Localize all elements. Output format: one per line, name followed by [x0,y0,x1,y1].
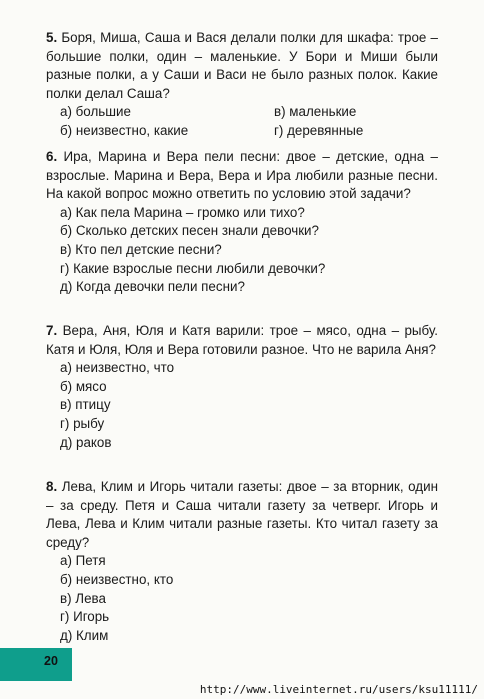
option-5g: г) деревянные [274,122,364,138]
question-6-options [60,204,438,297]
question-5 [46,29,438,141]
option-8a: а) Петя [60,553,106,569]
question-5-body: Боря, Миша, Саша и Вася делали полки для шкафа: трое – большие полки, один – маленькие. У Бори и Миши были разные полки, а у Саши и Васи не было разных полок. Какие полки делал Саша? [46,30,438,101]
option-7v: в) птицу [60,397,111,413]
option-6d: д) Когда девочки пели песни? [60,279,245,295]
option-8d: д) Клим [60,627,109,643]
question-6-body: Ира, Марина и Вера пели песни: двое – детские, одна – взрослые. Марина и Вера, Вера и Ира любили разные песни. На какой вопрос можно ответить по условию этой задачи? [46,149,438,202]
question-8-number: 8. [46,479,58,494]
option-7a: а) неизвестно, что [60,360,175,376]
option-6v: в) Кто пел детские песни? [60,241,222,257]
option-8g: г) Игорь [60,609,110,625]
question-6-text [46,148,438,204]
question-8-body: Лева, Клим и Игорь читали газеты: двое – за вторник, один – за среду. Петя и Саша читали газету за четверг. Игорь и Лева, Лева и Клим читали разные газеты. Кто читал газету за среду? [46,479,438,550]
question-5-text [46,29,438,103]
option-6a: а) Как пела Марина – громко или тихо? [60,204,305,220]
option-8b: б) неизвестно, кто [60,571,174,587]
option-7d: д) раков [60,434,112,450]
question-6-number: 6. [46,149,58,164]
question-8 [46,478,438,645]
page-number: 20 [44,654,58,668]
option-7g: г) рыбу [60,415,105,431]
option-5a: а) большие [60,104,131,120]
question-7 [46,322,438,452]
question-5-number: 5. [46,30,58,45]
option-5v: в) маленькие [274,104,357,120]
question-7-options [60,359,438,452]
question-7-body: Вера, Аня, Юля и Катя варили: трое – мясо, одна – рыбу. Катя и Юля, Юля и Вера готовили разное. Что не варила Аня? [46,323,438,357]
question-7-text [46,322,438,359]
question-8-options [60,552,438,645]
page-number-bar [0,648,72,681]
watermark-url: http://www.liveinternet.ru/users/ksu11111/ [199,683,478,696]
question-5-options [60,103,438,140]
question-8-text [46,478,438,552]
option-7b: б) мясо [60,378,107,394]
question-6 [46,148,438,297]
option-5b: б) неизвестно, какие [60,122,189,138]
question-7-number: 7. [46,323,58,338]
option-6b: б) Сколько детских песен знали девочки? [60,223,319,239]
option-8v: в) Лева [60,590,106,606]
option-6g: г) Какие взрослые песни любили девочки? [60,260,326,276]
